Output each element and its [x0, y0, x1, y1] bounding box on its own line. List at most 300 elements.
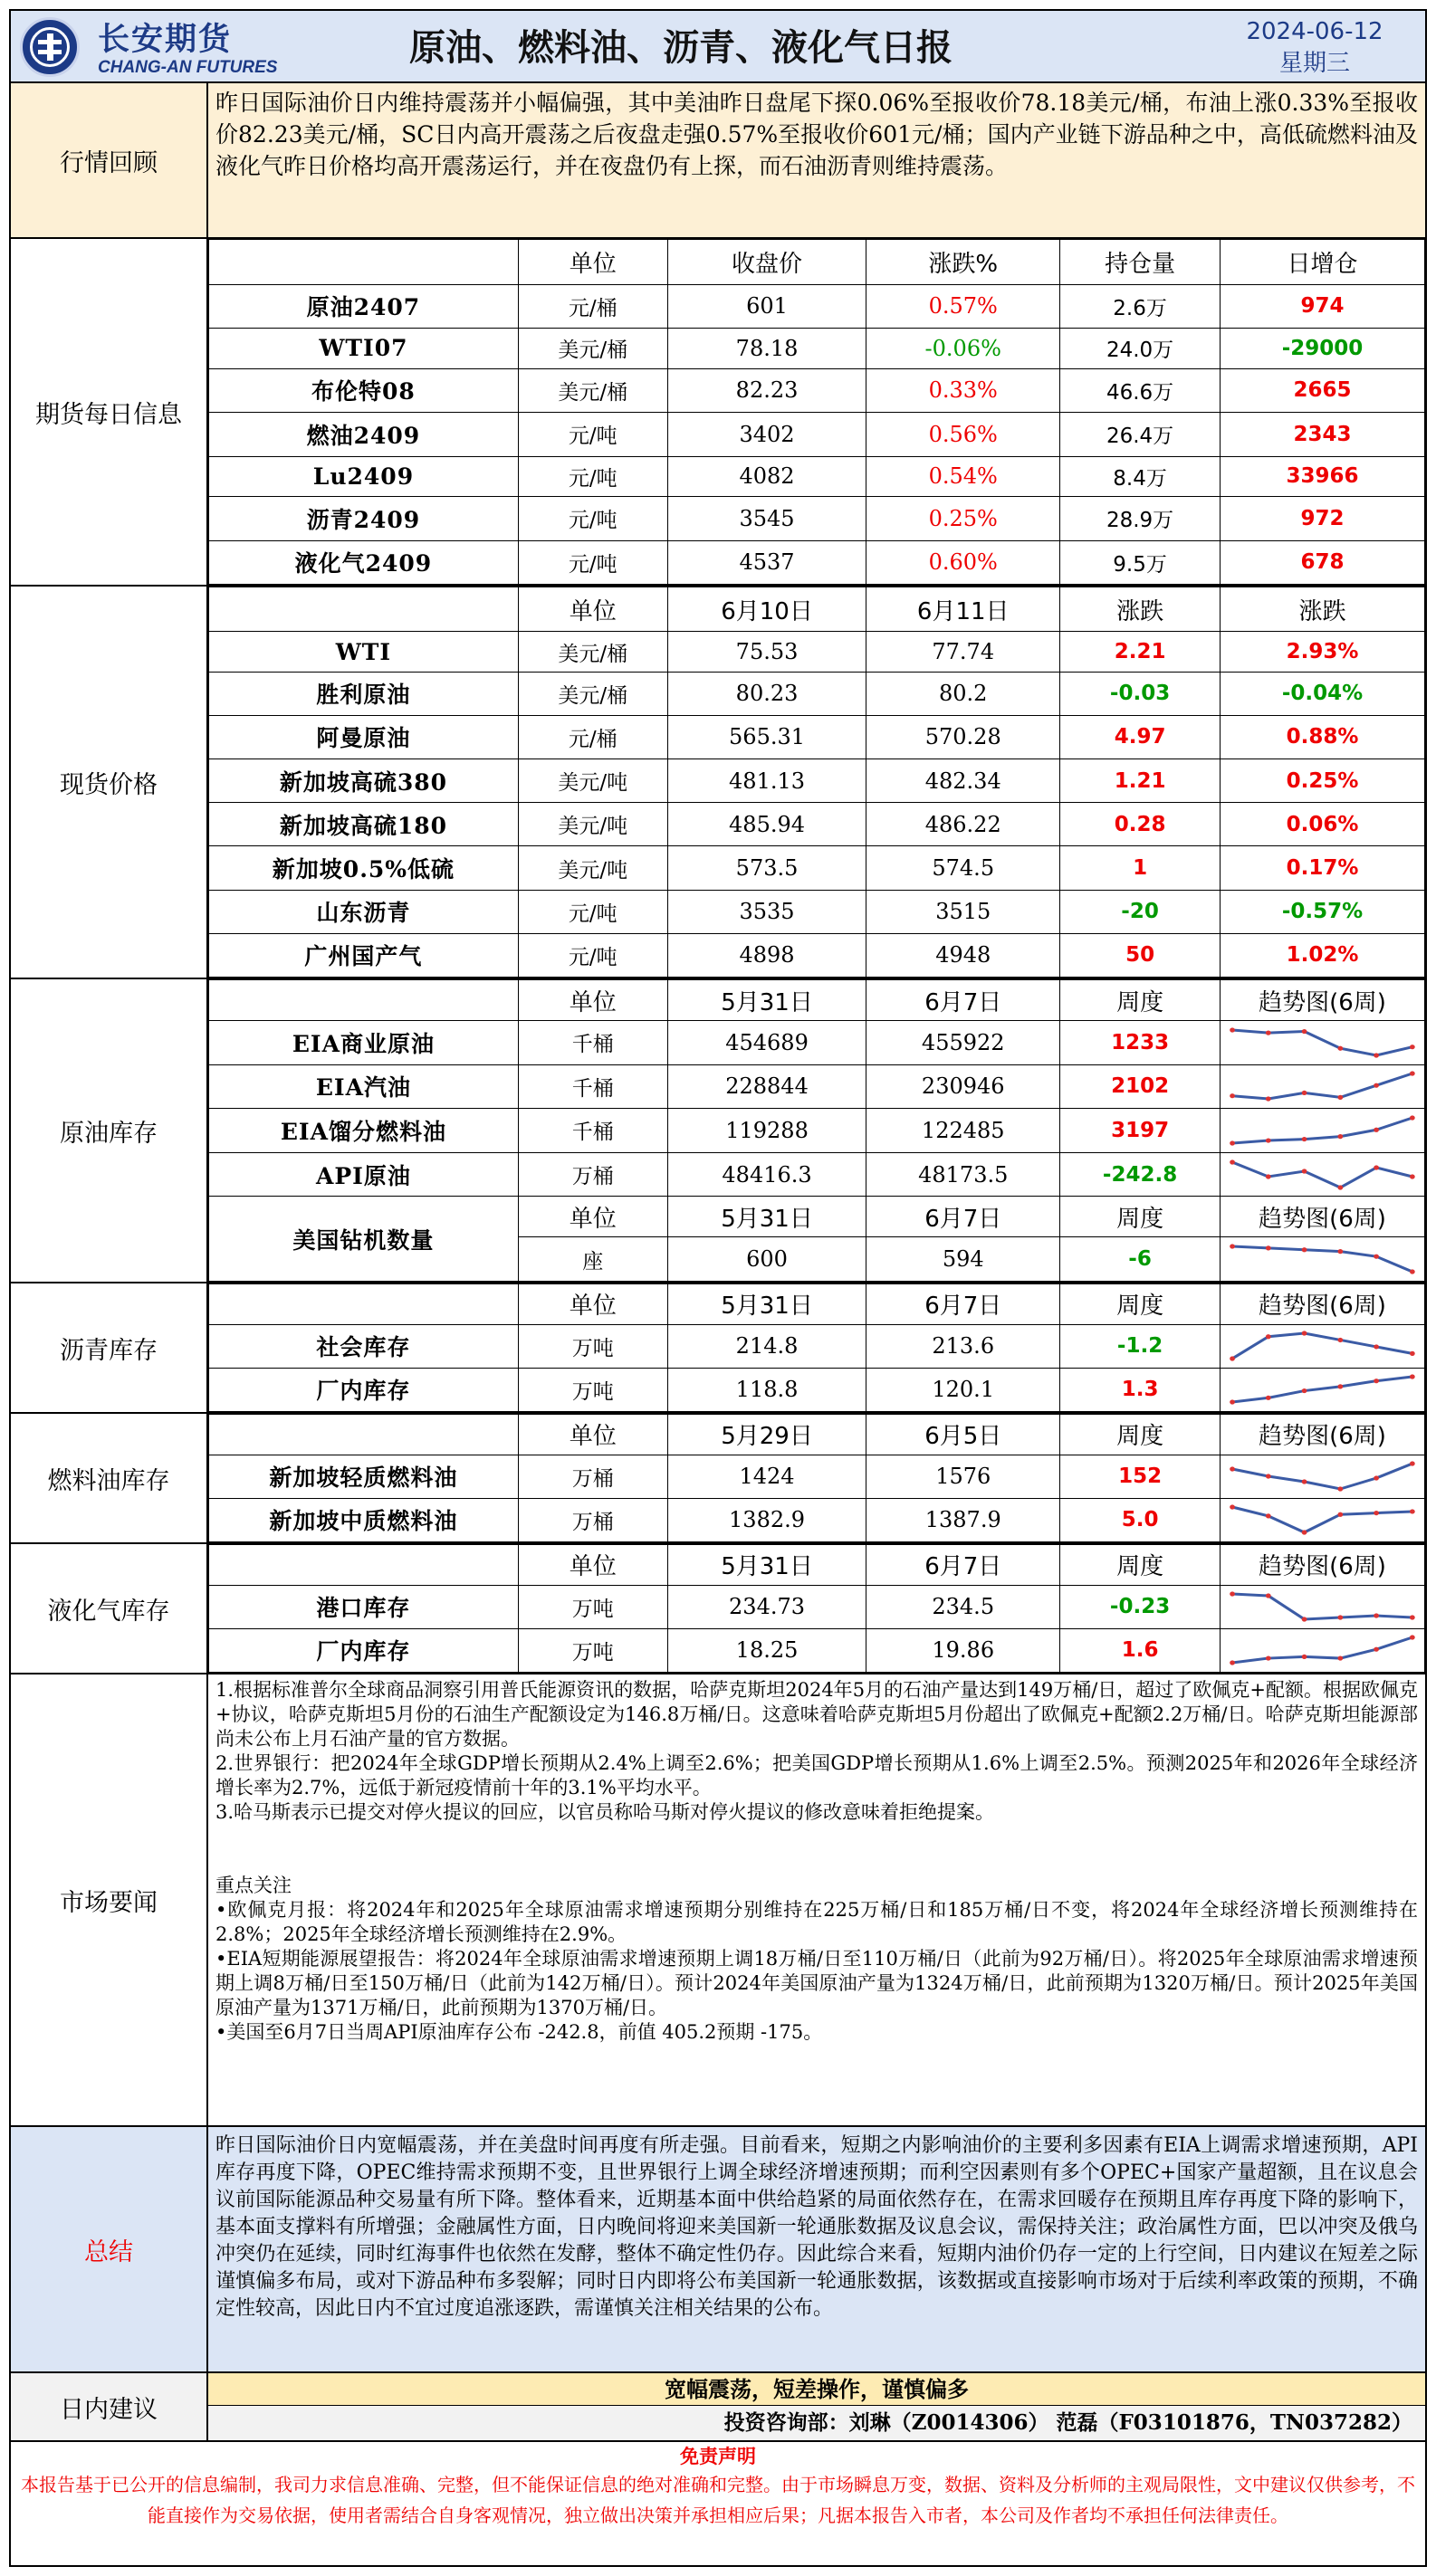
weekly-change: -6	[1060, 1237, 1221, 1282]
price-change-pct: 1.02%	[1221, 933, 1425, 977]
spot-name: 新加坡0.5%低硫	[209, 846, 519, 890]
trend-chart	[1221, 1628, 1425, 1672]
trend-chart	[1221, 1152, 1425, 1197]
consultant-info: 投资咨询部：刘琳（Z0014306） 范磊（F03101876，TN037282）	[208, 2406, 1425, 2440]
value-prev: 18.25	[667, 1628, 866, 1672]
futures-section	[9, 239, 1427, 587]
trend-point	[1302, 1247, 1307, 1252]
inventory-name: 厂内库存	[209, 1628, 519, 1672]
oi-change: -29000	[1221, 329, 1425, 369]
trend-point	[1266, 1030, 1271, 1035]
futures-label: 期货每日信息	[11, 239, 208, 585]
spot-section	[9, 587, 1427, 979]
unit: 元/吨	[518, 497, 667, 540]
trend-point	[1302, 1091, 1307, 1095]
unit: 美元/吨	[518, 803, 667, 846]
value-prev: 1382.9	[667, 1498, 866, 1541]
header-blank	[209, 240, 519, 285]
price-change-pct: 2.93%	[1221, 632, 1425, 672]
trend-point	[1266, 1334, 1271, 1339]
trend-point	[1230, 1093, 1235, 1098]
price-day1: 573.5	[667, 846, 866, 890]
column-header: 5月29日	[667, 1415, 866, 1455]
trend-point	[1302, 1029, 1307, 1034]
report-header	[9, 9, 1427, 83]
unit: 千桶	[518, 1064, 667, 1109]
trend-point	[1374, 1165, 1379, 1169]
price-change-pct: 0.25%	[1221, 759, 1425, 803]
trend-point	[1374, 1379, 1379, 1383]
header-blank	[209, 1545, 519, 1586]
unit: 美元/吨	[518, 846, 667, 890]
news-label: 市场要闻	[11, 1674, 208, 2125]
spot-label: 现货价格	[11, 587, 208, 978]
unit: 元/吨	[518, 413, 667, 456]
table-row	[209, 1324, 1425, 1368]
price-change: -0.03	[1060, 672, 1221, 715]
price-change: 1.21	[1060, 759, 1221, 803]
trend-line	[1232, 1333, 1412, 1359]
trend-point	[1410, 1270, 1415, 1274]
lpg-inventory-table	[208, 1544, 1425, 1673]
close-price: 82.23	[667, 368, 866, 412]
trend-point	[1302, 1137, 1307, 1141]
close-price: 3402	[667, 413, 866, 456]
advice-section	[9, 2373, 1427, 2442]
unit: 千桶	[518, 1109, 667, 1153]
inventory-name: EIA馏分燃料油	[209, 1109, 519, 1153]
trend-point	[1410, 1072, 1415, 1076]
inventory-name: EIA汽油	[209, 1064, 519, 1109]
change-pct: 0.33%	[866, 368, 1060, 412]
inventory-name: API原油	[209, 1152, 519, 1197]
price-day2: 3515	[866, 890, 1060, 933]
close-price: 4082	[667, 456, 866, 497]
value-prev: 118.8	[667, 1368, 866, 1411]
column-header: 单位	[518, 980, 667, 1021]
futures-table	[208, 239, 1425, 585]
trend-point	[1302, 1655, 1307, 1659]
trend-point	[1338, 1185, 1344, 1189]
table-row	[209, 1455, 1425, 1498]
column-header: 单位	[518, 1415, 667, 1455]
advice-label: 日内建议	[11, 2373, 208, 2440]
oi-change: 2665	[1221, 368, 1425, 412]
trend-line	[1232, 1507, 1412, 1532]
trend-point	[1230, 1467, 1235, 1472]
open-interest: 46.6万	[1060, 368, 1221, 412]
unit: 元/桶	[518, 715, 667, 758]
trend-point	[1374, 1345, 1379, 1350]
weekly-change: 152	[1060, 1455, 1221, 1498]
column-header: 涨跌	[1221, 587, 1425, 632]
focus-title: 重点关注	[215, 1875, 292, 1896]
price-day2: 570.28	[866, 715, 1060, 758]
price-change: 1	[1060, 846, 1221, 890]
trend-point	[1374, 1614, 1379, 1618]
column-header: 5月31日	[667, 1197, 866, 1237]
trend-line	[1232, 1118, 1412, 1143]
asphalt-inventory-label: 沥青库存	[11, 1283, 208, 1412]
asphalt-inventory-section	[9, 1283, 1427, 1414]
table-row	[209, 329, 1425, 369]
unit: 万吨	[518, 1628, 667, 1672]
weekly-change: 1233	[1060, 1021, 1221, 1065]
trend-point	[1374, 1647, 1379, 1652]
column-header: 单位	[518, 240, 667, 285]
trend-point	[1374, 1083, 1379, 1088]
fuel-inventory-label: 燃料油库存	[11, 1414, 208, 1542]
spot-name: 阿曼原油	[209, 715, 519, 758]
header-row	[209, 980, 1425, 1021]
trend-point	[1338, 1045, 1344, 1050]
trend-line	[1232, 1073, 1412, 1099]
close-price: 78.18	[667, 329, 866, 369]
news-item: 2.世界银行：把2024年全球GDP增长预期从2.4%上调至2.6%；把美国GDP增长预期从1.6%上调至2.5%。预测2025年和2026年全球经济增长率为2.7%，远低于新冠疫情前十年的3.1%平均水平。	[215, 1752, 1418, 1798]
change-pct: 0.56%	[866, 413, 1060, 456]
crude-inventory-section	[9, 979, 1427, 1283]
trend-point	[1230, 1245, 1235, 1249]
trend-point	[1410, 1045, 1415, 1049]
unit: 元/吨	[518, 456, 667, 497]
value-prev: 119288	[667, 1109, 866, 1153]
trend-point	[1410, 1462, 1415, 1466]
column-header: 6月10日	[667, 587, 866, 632]
header-blank	[209, 1415, 519, 1455]
spot-name: WTI	[209, 632, 519, 672]
table-row	[209, 1628, 1425, 1672]
trend-sparkline	[1222, 1157, 1422, 1193]
value-latest: 19.86	[866, 1628, 1060, 1672]
table-row	[209, 803, 1425, 846]
trend-chart	[1221, 1455, 1425, 1498]
inventory-name: EIA商业原油	[209, 1021, 519, 1065]
column-header: 趋势图(6周)	[1221, 1545, 1425, 1586]
column-header: 6月11日	[866, 587, 1060, 632]
weekly-change: 1.3	[1060, 1368, 1221, 1411]
oi-change: 972	[1221, 497, 1425, 540]
oi-change: 33966	[1221, 456, 1425, 497]
trend-point	[1230, 1592, 1235, 1597]
change-pct: -0.06%	[866, 329, 1060, 369]
trend-point	[1410, 1351, 1415, 1356]
trend-point	[1230, 1661, 1235, 1665]
trend-point	[1374, 1053, 1379, 1057]
column-header: 周度	[1060, 1415, 1221, 1455]
spot-name: 新加坡高硫380	[209, 759, 519, 803]
trend-chart	[1221, 1021, 1425, 1065]
trend-point	[1302, 1388, 1307, 1393]
column-header: 趋势图(6周)	[1221, 1415, 1425, 1455]
value-latest: 213.6	[866, 1324, 1060, 1368]
review-label: 行情回顾	[11, 83, 208, 237]
header-row	[209, 1415, 1425, 1455]
unit: 元/吨	[518, 540, 667, 585]
trend-point	[1338, 1385, 1344, 1389]
price-change-pct: 0.17%	[1221, 846, 1425, 890]
table-row	[209, 456, 1425, 497]
table-row	[209, 284, 1425, 328]
value-prev: 228844	[667, 1064, 866, 1109]
header-row	[209, 1284, 1425, 1325]
oi-change: 2343	[1221, 413, 1425, 456]
table-row	[209, 1064, 1425, 1109]
table-row	[209, 933, 1425, 977]
value-latest: 120.1	[866, 1368, 1060, 1411]
trend-line	[1232, 1464, 1412, 1489]
trend-sparkline	[1222, 1112, 1422, 1149]
unit: 万吨	[518, 1368, 667, 1411]
company-logo-icon	[20, 17, 80, 77]
weekly-change: 1.6	[1060, 1628, 1221, 1672]
trend-point	[1338, 1249, 1344, 1254]
column-header: 持仓量	[1060, 240, 1221, 285]
unit: 万吨	[518, 1585, 667, 1628]
focus-item: •美国至6月7日当周API原油库存公布 -242.8，前值 405.2预期 -175。	[215, 2021, 823, 2043]
column-header: 周度	[1060, 1197, 1221, 1237]
price-day1: 481.13	[667, 759, 866, 803]
trend-point	[1230, 1400, 1235, 1405]
report-date: 2024-06-12	[1246, 18, 1383, 45]
unit: 千桶	[518, 1021, 667, 1065]
price-change: 0.28	[1060, 803, 1221, 846]
fuel-inventory-table	[208, 1414, 1425, 1542]
trend-sparkline	[1222, 1589, 1422, 1625]
news-content	[208, 1674, 1425, 2125]
table-row	[209, 368, 1425, 412]
spot-name: 山东沥青	[209, 890, 519, 933]
trend-point	[1374, 1476, 1379, 1481]
column-header: 单位	[518, 1545, 667, 1586]
trend-chart	[1221, 1109, 1425, 1153]
table-row	[209, 1498, 1425, 1541]
value-prev: 454689	[667, 1021, 866, 1065]
open-interest: 8.4万	[1060, 456, 1221, 497]
trend-sparkline	[1222, 1328, 1422, 1364]
value-latest: 1387.9	[866, 1498, 1060, 1541]
header-blank	[209, 1284, 519, 1325]
unit: 美元/吨	[518, 759, 667, 803]
daily-report	[9, 9, 1427, 2567]
lpg-inventory-label: 液化气库存	[11, 1544, 208, 1673]
header-blank	[209, 587, 519, 632]
column-header: 单位	[518, 1197, 667, 1237]
price-day1: 485.94	[667, 803, 866, 846]
advice-text: 宽幅震荡，短差操作，谨慎偏多	[208, 2373, 1425, 2406]
price-day2: 486.22	[866, 803, 1060, 846]
trend-sparkline	[1222, 1502, 1422, 1538]
trend-line	[1232, 1377, 1412, 1402]
table-row	[209, 1152, 1425, 1197]
trend-point	[1302, 1617, 1307, 1622]
crude-inventory-label: 原油库存	[11, 979, 208, 1282]
lpg-inventory-section	[9, 1544, 1427, 1674]
column-header: 单位	[518, 1284, 667, 1325]
column-header: 收盘价	[667, 240, 866, 285]
contract-name: 液化气2409	[209, 540, 519, 585]
trend-point	[1266, 1174, 1271, 1178]
company-name: 长安期货	[98, 22, 233, 58]
news-item: 1.根据标准普尔全球商品洞察引用普氏能源资讯的数据，哈萨克斯坦2024年5月的石油产量达到149万桶/日，超过了欧佩克+配额。根据欧佩克+协议，哈萨克斯坦5月份的石油生产配额设定为146.8万桶/日。这意味着哈萨克斯坦5月份超出了欧佩克+配额2.2万桶/日。哈萨克斯坦能源部尚未公布上月石油产量的官方数据。	[215, 1679, 1418, 1750]
price-change-pct: 0.88%	[1221, 715, 1425, 758]
trend-point	[1266, 1514, 1271, 1519]
spot-table	[208, 587, 1425, 978]
trend-chart	[1221, 1324, 1425, 1368]
trend-line	[1232, 1594, 1412, 1619]
summary-label: 总结	[11, 2127, 208, 2371]
trend-sparkline	[1222, 1025, 1422, 1061]
trend-point	[1302, 1480, 1307, 1484]
header-row	[209, 587, 1425, 632]
price-change: 2.21	[1060, 632, 1221, 672]
header-row	[209, 240, 1425, 285]
table-row	[209, 1368, 1425, 1411]
unit: 美元/桶	[518, 368, 667, 412]
unit: 美元/桶	[518, 329, 667, 369]
trend-point	[1230, 1159, 1235, 1164]
header-row	[209, 1197, 1425, 1237]
table-row	[209, 890, 1425, 933]
price-change: 4.97	[1060, 715, 1221, 758]
column-header: 5月31日	[667, 1545, 866, 1586]
value-latest: 234.5	[866, 1585, 1060, 1628]
price-change: -20	[1060, 890, 1221, 933]
review-text: 昨日国际油价日内维持震荡并小幅偏强，其中美油昨日盘尾下探0.06%至报收价78.18美元/桶，布油上涨0.33%至报收价82.23美元/桶，SC日内高开震荡之后夜盘走强0.57%至报收价601元/桶；国内产业链下游品种之中，高低硫燃料油及液化气昨日价格均高开震荡运行，并在夜盘仍有上探，而石油沥青则维持震荡。	[215, 90, 1418, 179]
column-header: 6月7日	[866, 1197, 1060, 1237]
unit: 万桶	[518, 1455, 667, 1498]
trend-point	[1338, 1487, 1344, 1492]
column-header: 趋势图(6周)	[1221, 1284, 1425, 1325]
trend-point	[1230, 1027, 1235, 1032]
trend-point	[1230, 1140, 1235, 1145]
weekly-change: -1.2	[1060, 1324, 1221, 1368]
report-weekday: 星期三	[1278, 50, 1350, 77]
price-day2: 574.5	[866, 846, 1060, 890]
trend-point	[1374, 1128, 1379, 1132]
trend-point	[1302, 1169, 1307, 1173]
close-price: 3545	[667, 497, 866, 540]
column-header: 涨跌%	[866, 240, 1060, 285]
price-day1: 75.53	[667, 632, 866, 672]
trend-point	[1338, 1616, 1344, 1620]
value-latest: 455922	[866, 1021, 1060, 1065]
contract-name: 沥青2409	[209, 497, 519, 540]
price-change-pct: -0.04%	[1221, 672, 1425, 715]
contract-name: WTI07	[209, 329, 519, 369]
trend-point	[1230, 1505, 1235, 1510]
report-date-block	[1206, 16, 1423, 80]
trend-point	[1266, 1245, 1271, 1250]
oi-change: 974	[1221, 284, 1425, 328]
contract-name: 燃油2409	[209, 413, 519, 456]
open-interest: 9.5万	[1060, 540, 1221, 585]
value-latest: 1576	[866, 1455, 1060, 1498]
trend-point	[1266, 1396, 1271, 1400]
unit: 万桶	[518, 1498, 667, 1541]
trend-point	[1410, 1375, 1415, 1379]
trend-point	[1230, 1357, 1235, 1361]
trend-point	[1302, 1531, 1307, 1535]
price-day2: 77.74	[866, 632, 1060, 672]
trend-sparkline	[1222, 1068, 1422, 1104]
trend-chart	[1221, 1064, 1425, 1109]
disclaimer-section	[9, 2442, 1427, 2567]
focus-item: •EIA短期能源展望报告：将2024年全球原油需求增速预期上调18万桶/日至110万桶/日（此前为92万桶/日）。将2025年全球原油需求增速预期上调8万桶/日至150万桶/日（此前为142万桶/日）。预计2024年美国原油产量为1324万桶/日，此前预期为1320万桶/日。预计2025年美国原油产量为1371万桶/日，此前预期为1370万桶/日。	[215, 1948, 1418, 2018]
spot-name: 胜利原油	[209, 672, 519, 715]
column-header: 周度	[1060, 980, 1221, 1021]
value-latest: 594	[866, 1237, 1060, 1282]
trend-point	[1374, 1255, 1379, 1259]
news-section	[9, 1674, 1427, 2127]
spot-name: 广州国产气	[209, 933, 519, 977]
unit: 万吨	[518, 1324, 667, 1368]
trend-point	[1410, 1510, 1415, 1514]
open-interest: 24.0万	[1060, 329, 1221, 369]
trend-point	[1338, 1095, 1344, 1100]
header-blank	[209, 980, 519, 1021]
asphalt-inventory-table	[208, 1283, 1425, 1412]
trend-point	[1338, 1512, 1344, 1517]
weekly-change: -242.8	[1060, 1152, 1221, 1197]
value-prev: 48416.3	[667, 1152, 866, 1197]
company-name-en: CHANG-AN FUTURES	[98, 58, 278, 77]
table-row	[209, 759, 1425, 803]
column-header: 6月5日	[866, 1415, 1060, 1455]
value-prev: 600	[667, 1237, 866, 1282]
news-item: 3.哈马斯表示已提交对停火提议的回应，以官员称哈马斯对停火提议的修改意味着拒绝提案。	[215, 1801, 995, 1823]
table-row	[209, 846, 1425, 890]
column-header: 日增仓	[1221, 240, 1425, 285]
weekly-change: 2102	[1060, 1064, 1221, 1109]
report-title: 原油、燃料油、沥青、液化气日报	[409, 27, 953, 69]
unit: 美元/桶	[518, 672, 667, 715]
price-change-pct: 0.06%	[1221, 803, 1425, 846]
trend-point	[1266, 1097, 1271, 1102]
trend-sparkline	[1222, 1371, 1422, 1407]
trend-chart	[1221, 1368, 1425, 1411]
value-latest: 122485	[866, 1109, 1060, 1153]
disclaimer-title: 免责声明	[680, 2445, 756, 2467]
change-pct: 0.60%	[866, 540, 1060, 585]
contract-name: 布伦特08	[209, 368, 519, 412]
price-day1: 565.31	[667, 715, 866, 758]
value-latest: 48173.5	[866, 1152, 1060, 1197]
close-price: 4537	[667, 540, 866, 585]
column-header: 涨跌	[1060, 587, 1221, 632]
contract-name: Lu2409	[209, 456, 519, 497]
inventory-name: 新加坡轻质燃料油	[209, 1455, 519, 1498]
trend-sparkline	[1222, 1241, 1422, 1277]
value-prev: 214.8	[667, 1324, 866, 1368]
review-section	[9, 83, 1427, 239]
trend-chart	[1221, 1498, 1425, 1541]
price-change-pct: -0.57%	[1221, 890, 1425, 933]
open-interest: 26.4万	[1060, 413, 1221, 456]
column-header: 6月7日	[866, 980, 1060, 1021]
price-day2: 482.34	[866, 759, 1060, 803]
column-header: 6月7日	[866, 1284, 1060, 1325]
trend-point	[1410, 1174, 1415, 1178]
summary-text: 昨日国际油价日内宽幅震荡，并在美盘时间再度有所走强。目前看来，短期之内影响油价的主要利多因素有EIA上调需求增速预期，API库存再度下降，OPEC维持需求预期不变，且世界银行上调全球经济增速预期；而利空因素则有多个OPEC+国家产量超额，且在议息会议前国际能源品种交易量有所下降。整体看来，近期基本面中供给趋紧的局面依然存在，在需求回暖存在预期且库存再度下降的影响下，基本面支撑料有所增强；金融属性方面，日内晚间将迎来美国新一轮通胀数据及议息会议，需保持关注；政治属性方面，巴以冲突及俄乌冲突仍在延续，同时红海事件也依然在发酵，整体不确定性仍存。因此综合来看，短期内油价仍存一定的上行空间，日内建议在短差之际谨慎偏多布局，或对下游品种布多裂解；同时日内即将公布美国新一轮通胀数据，该数据或直接影响市场对于后续利率政策的预期，不确定性较高，因此日内不宜过度追涨逐跌，需谨慎关注相关结果的公布。	[215, 2134, 1418, 2320]
table-row	[209, 540, 1425, 585]
table-row	[209, 413, 1425, 456]
column-header: 趋势图(6周)	[1221, 980, 1425, 1021]
unit: 元/吨	[518, 890, 667, 933]
value-latest: 230946	[866, 1064, 1060, 1109]
trend-line	[1232, 1246, 1412, 1272]
crude-inventory-table	[208, 979, 1425, 1282]
value-prev: 1424	[667, 1455, 866, 1498]
